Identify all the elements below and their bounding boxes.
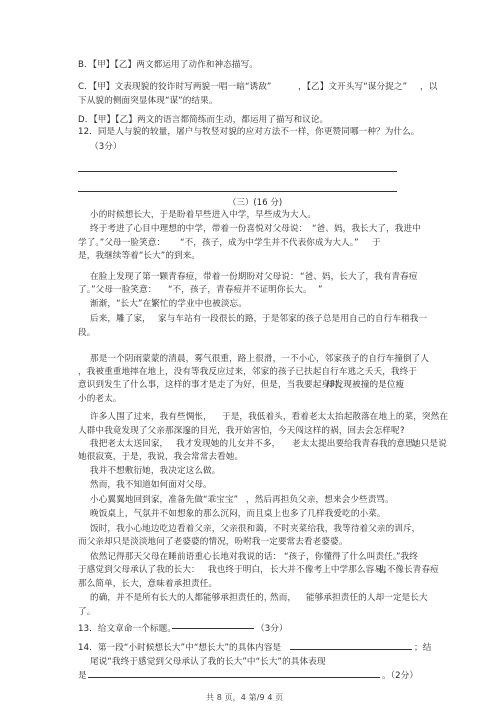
para5-line2a: 于感觉到父母承认了我的长大： [78, 565, 200, 575]
para2-line4a: 后来，雕了家， [90, 314, 151, 324]
question-13: 13．给文章命一个标题。 [78, 624, 177, 634]
para5-line2b: 我也终于明白， [208, 565, 269, 575]
para3-line4: 小的老太。 [78, 394, 122, 404]
para1-line2b: “爸、妈，我长大了，我进中 [312, 224, 421, 234]
para1-line4: 是，我继续等着“长大”的到来。 [78, 251, 201, 261]
para2-line2b: “不，孩子，青春痘并不证明你长大。 [168, 285, 312, 295]
para1-line3a: 学了。”父母一脸笑意： [78, 238, 166, 248]
para2-line2a: 了。”父母一脸笑意： [78, 285, 157, 295]
para1-line3c: 于 [372, 238, 381, 248]
para4-line2q: ? [400, 426, 405, 436]
para5-line4a: 的确，并不是所有长大的人都能够承担责任的， [90, 593, 273, 603]
para2-line5: 段。 [78, 328, 96, 338]
answer-line[interactable] [290, 649, 412, 650]
para4-line3d: 她只是说 [412, 439, 447, 449]
para2-line4c: 于是邻家的孩子总是用自己的自行车稍我一 [262, 314, 428, 324]
para3-line2: ，我被重重地摔在地上，没有等我反应过来，邻家的孩子已扶起自行车逃之夭夭，我终于 [78, 367, 418, 377]
question-14-line2: 尾说“我终于感觉到父母承认了我的长大”中“长大”的具体表现 [90, 657, 326, 667]
para1-line2a: 终于考进了心目中理想的中学，带着一份喜悦对父母说： [90, 224, 308, 234]
para5-line2d: 也不像长青春痘 [378, 565, 439, 575]
para4-line3c: 老太太提出要给我青春我的意思， [292, 439, 423, 449]
para4-line9: 饭时，我小心地边吃边看着父亲，父亲很和蔼，不时夹菜给我，我等待着父亲的训斥， [90, 524, 421, 534]
answer-line[interactable] [78, 171, 397, 172]
question-12-score: （3分） [90, 142, 122, 152]
option-c-part3: ，以 [420, 82, 438, 92]
para4-line1b: 于是，我低着头，看着老太太抬起散落在地上的菜，突然在 [222, 412, 449, 422]
question-12: 12．同是人与貌的较量，屠户与牧竖对貌的应对方法不一样，你更赞同哪一种？为什么。 [78, 127, 420, 137]
para2-line1b: “爸、妈，长大了，我有青春痘 [300, 272, 418, 282]
para5-line4b: 然而， [270, 593, 297, 603]
answer-line[interactable] [78, 191, 397, 192]
question-14-score: 。（2分） [382, 671, 419, 681]
question-13-score: （3分） [256, 624, 288, 634]
para2-line4b: 家与车站有一段很长的路， [158, 314, 263, 324]
section-title: （三）(16 分) [228, 197, 283, 207]
para5-line1a: 依然记得那天父母在睡前语重心长地对我说的话： [90, 552, 282, 562]
para1-line1: 小的时候想长大，于是盼着早些进入中学，早些成为大人。 [90, 210, 317, 220]
para3-line1: 那是一个阴雨蒙蒙的清晨，雾气很重，路上很滑，一不小心，邻家孩子的自行车撞倒了人 [90, 354, 430, 364]
option-c-part1: C．【甲】文表现貌的狡诈时写两貌一唱一暗“诱敌” [78, 82, 272, 92]
para5-line4c: 能够承担责任的人却一定是长大 [306, 593, 428, 603]
para4-line6: 然而，我不知道如何面对父母。 [90, 480, 212, 490]
option-d: D．【甲】【乙】两文的语言都简练而生动，都运用了描写和议论。 [78, 115, 329, 125]
para5-line2c: 长大并不像考上中学那么容易， [270, 565, 392, 575]
para4-line7a: 小心翼翼地回到家，准备先做“乖宝宝” [90, 495, 239, 505]
para2-line3: 渐渐，“长大”在繁忙的学业中也被淡忘。 [90, 299, 247, 309]
para4-line4: 她很寂寞，于是，我说，我会常常去看她。 [78, 452, 244, 462]
question-14-line1: 14．第一段“小时候想长大”中“想长大”的具体内容是 [78, 643, 282, 653]
para3-line3b: 却发现被撞的是位瘦 [326, 380, 405, 390]
para5-line5: 了。 [78, 607, 96, 617]
para3-line3a: 意识到发生了什么事，这样的事才是走了为好，但是，当我要起身时， [78, 380, 348, 390]
answer-line[interactable] [172, 628, 254, 629]
option-c-part2: ，【乙】文开头写“谋分捉之” [298, 82, 408, 92]
para4-line3a: 我把老太太送回家， [90, 439, 169, 449]
para4-line1: 许多人围了过来，我有些惆怅， [90, 412, 212, 422]
para1-line3b: “不，孩子，成为中学生并不代表你成为大人。” [180, 238, 359, 248]
para2-line2c: ” [318, 285, 323, 295]
para4-line5: 我并不想敷衍她，我决定这么做。 [90, 466, 221, 476]
option-c-part4: 下从貌的侧面突显体现“谋”的结果。 [78, 96, 218, 106]
question-14-line3: 是 [78, 671, 87, 681]
para4-line8: 晚饭桌上，气氛并不如想象的那么沉闷，而且桌上也多了几样我爱吃的小菜。 [90, 509, 386, 519]
question-14-line1-end: ；结 [414, 643, 432, 653]
para2-line1a: 在脸上发现了第一颗青春痘，带着一份期盼对父母说： [90, 272, 299, 282]
para5-line1c: ”我终 [396, 552, 418, 562]
option-b: B．【甲】【乙】两文都运用了动作和神态描写。 [78, 60, 258, 70]
para5-line1b: “孩子，你懂得了什么叫责任。 [284, 552, 402, 562]
page-footer: 共 8 页，4 第/9 4 页 [206, 693, 284, 702]
para4-line3b: 我才发现她的儿女并不多， [176, 439, 281, 449]
para4-line7b: ，然后再担负父亲，想来会少些责骂。 [246, 495, 394, 505]
para4-line10: 而父亲却只是淡淡地问了老婆婆的情况，吩咐我一定要常去看老婆婆。 [78, 537, 348, 547]
para4-line2: 人群中我竟发现了父亲那深邃的目光，我开始害怕，今天闯这样的祸，回去会怎样呢 [78, 426, 400, 436]
para5-line3: 那么简单，长大，意味着承担责任。 [78, 579, 218, 589]
answer-line[interactable] [88, 677, 380, 678]
